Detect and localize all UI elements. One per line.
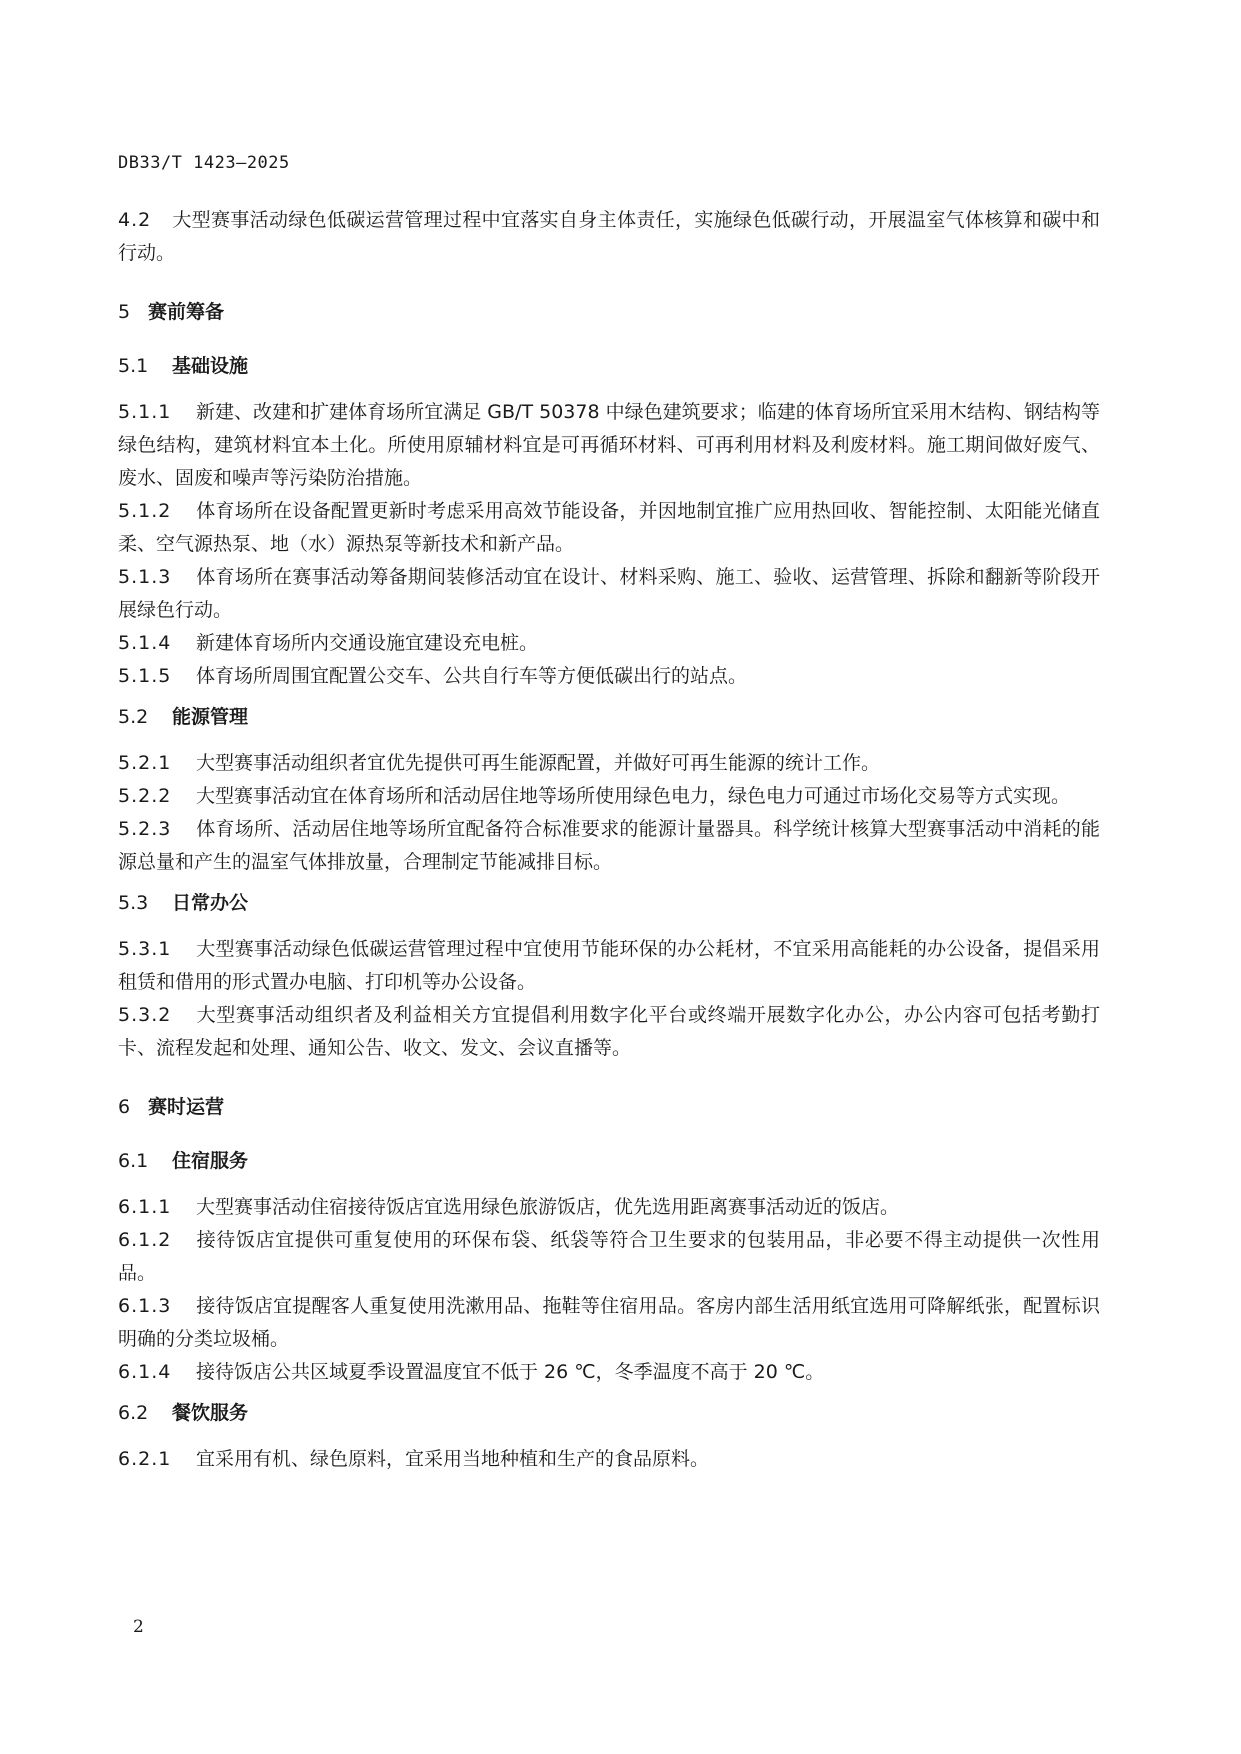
clause-text: 大型赛事活动组织者及利益相关方宜提倡利用数字化平台或终端开展数字化办公，办公内容可包括考勤打卡、流程发起和处理、通知公告、收文、发文、会议直播等。 <box>118 1004 1100 1059</box>
clause-text: 大型赛事活动绿色低碳运营管理过程中宜使用节能环保的办公耗材，不宜采用高能耗的办公设备，提倡采用租赁和借用的形式置办电脑、打印机等办公设备。 <box>118 938 1100 993</box>
clause-6-1-4 <box>118 1356 1100 1389</box>
subsection-5-1-heading <box>118 350 1100 383</box>
subsection-number: 5.2 <box>118 706 149 728</box>
section-5-heading <box>118 296 1100 329</box>
clause-5-1-1 <box>118 396 1100 495</box>
subsection-5-2-heading <box>118 701 1100 734</box>
clause-number: 6.1.1 <box>118 1196 172 1218</box>
clause-number: 6.2.1 <box>118 1448 172 1470</box>
clause-5-2-1 <box>118 747 1100 780</box>
clause-text: 新建体育场所内交通设施宜建设充电桩。 <box>196 632 539 654</box>
subsection-5-2-clauses <box>118 747 1100 879</box>
subsection-6-1-heading <box>118 1145 1100 1178</box>
clause-text: 体育场所在设备配置更新时考虑采用高效节能设备，并因地制宜推广应用热回收、智能控制、太阳能光储直柔、空气源热泵、地（水）源热泵等新技术和新产品。 <box>118 500 1100 555</box>
clause-number: 6.1.2 <box>118 1229 172 1251</box>
clause-4-2 <box>118 204 1100 270</box>
clause-5-2-3 <box>118 813 1100 879</box>
clause-5-3-1 <box>118 933 1100 999</box>
clause-5-1-3 <box>118 561 1100 627</box>
document-body <box>118 204 1100 1484</box>
clause-number: 5.1.1 <box>118 401 172 423</box>
clause-number: 6.1.4 <box>118 1361 172 1383</box>
subsection-title: 能源管理 <box>172 706 249 728</box>
subsection-5-3-heading <box>118 887 1100 920</box>
section-title: 赛时运营 <box>148 1096 225 1118</box>
clause-text: 新建、改建和扩建体育场所宜满足 GB/T 50378 中绿色建筑要求；临建的体育场所宜采用木结构、钢结构等绿色结构，建筑材料宜本土化。所使用原辅材料宜是可再循环材料、可再利用材料及利废材料。施工期间做好废气、废水、固废和噪声等污染防治措施。 <box>118 401 1100 489</box>
clause-number: 6.1.3 <box>118 1295 172 1317</box>
clause-number: 5.3.1 <box>118 938 172 960</box>
clause-6-2-1 <box>118 1443 1100 1476</box>
clause-number: 5.1.4 <box>118 632 172 654</box>
clause-text: 体育场所在赛事活动筹备期间装修活动宜在设计、材料采购、施工、验收、运营管理、拆除和翻新等阶段开展绿色行动。 <box>118 566 1100 621</box>
clause-5-3-2 <box>118 999 1100 1065</box>
clause-text: 宜采用有机、绿色原料，宜采用当地种植和生产的食品原料。 <box>196 1448 710 1470</box>
subsection-6-2-heading <box>118 1397 1100 1430</box>
subsection-5-1-clauses <box>118 396 1100 693</box>
subsection-number: 6.1 <box>118 1150 149 1172</box>
clause-number: 5.2.3 <box>118 818 172 840</box>
clause-6-1-1 <box>118 1191 1100 1224</box>
clause-text: 接待饭店公共区域夏季设置温度宜不低于 26 ℃，冬季温度不高于 20 ℃。 <box>196 1361 825 1383</box>
clause-text: 接待饭店宜提醒客人重复使用洗漱用品、拖鞋等住宿用品。客房内部生活用纸宜选用可降解纸张，配置标识明确的分类垃圾桶。 <box>118 1295 1100 1350</box>
subsection-number: 6.2 <box>118 1402 149 1424</box>
clause-number: 5.3.2 <box>118 1004 172 1026</box>
clause-number: 5.1.3 <box>118 566 172 588</box>
subsection-6-1-clauses <box>118 1191 1100 1389</box>
subsection-title: 日常办公 <box>172 892 249 914</box>
clause-text: 大型赛事活动宜在体育场所和活动居住地等场所使用绿色电力，绿色电力可通过市场化交易等方式实现。 <box>196 785 1071 807</box>
section-6-heading <box>118 1091 1100 1124</box>
clause-number: 4.2 <box>118 209 152 231</box>
subsection-5-3-clauses <box>118 933 1100 1065</box>
clause-5-1-5 <box>118 660 1100 693</box>
section-title: 赛前筹备 <box>148 301 225 323</box>
clause-text: 体育场所、活动居住地等场所宜配备符合标准要求的能源计量器具。科学统计核算大型赛事活动中消耗的能源总量和产生的温室气体排放量，合理制定节能减排目标。 <box>118 818 1100 873</box>
subsection-number: 5.3 <box>118 892 149 914</box>
clause-number: 5.1.5 <box>118 665 172 687</box>
subsection-title: 餐饮服务 <box>172 1402 249 1424</box>
clause-6-1-2 <box>118 1224 1100 1290</box>
clause-text: 大型赛事活动住宿接待饭店宜选用绿色旅游饭店，优先选用距离赛事活动近的饭店。 <box>196 1196 900 1218</box>
page-number: 2 <box>133 1617 144 1637</box>
clause-text: 体育场所周围宜配置公交车、公共自行车等方便低碳出行的站点。 <box>196 665 748 687</box>
clause-6-1-3 <box>118 1290 1100 1356</box>
subsection-6-2-clauses <box>118 1443 1100 1476</box>
clause-number: 5.2.1 <box>118 752 172 774</box>
clause-5-1-4 <box>118 627 1100 660</box>
clause-text: 大型赛事活动组织者宜优先提供可再生能源配置，并做好可再生能源的统计工作。 <box>196 752 881 774</box>
clause-5-1-2 <box>118 495 1100 561</box>
document-code: DB33/T 1423—2025 <box>118 153 290 173</box>
section-number: 6 <box>118 1096 131 1118</box>
clause-number: 5.1.2 <box>118 500 172 522</box>
clause-number: 5.2.2 <box>118 785 172 807</box>
clause-text: 大型赛事活动绿色低碳运营管理过程中宜落实自身主体责任，实施绿色低碳行动，开展温室气体核算和碳中和行动。 <box>118 209 1100 264</box>
subsection-number: 5.1 <box>118 355 149 377</box>
subsection-title: 住宿服务 <box>172 1150 249 1172</box>
subsection-title: 基础设施 <box>172 355 249 377</box>
clause-text: 接待饭店宜提供可重复使用的环保布袋、纸袋等符合卫生要求的包装用品，非必要不得主动提供一次性用品。 <box>118 1229 1100 1284</box>
section-number: 5 <box>118 301 131 323</box>
clause-5-2-2 <box>118 780 1100 813</box>
